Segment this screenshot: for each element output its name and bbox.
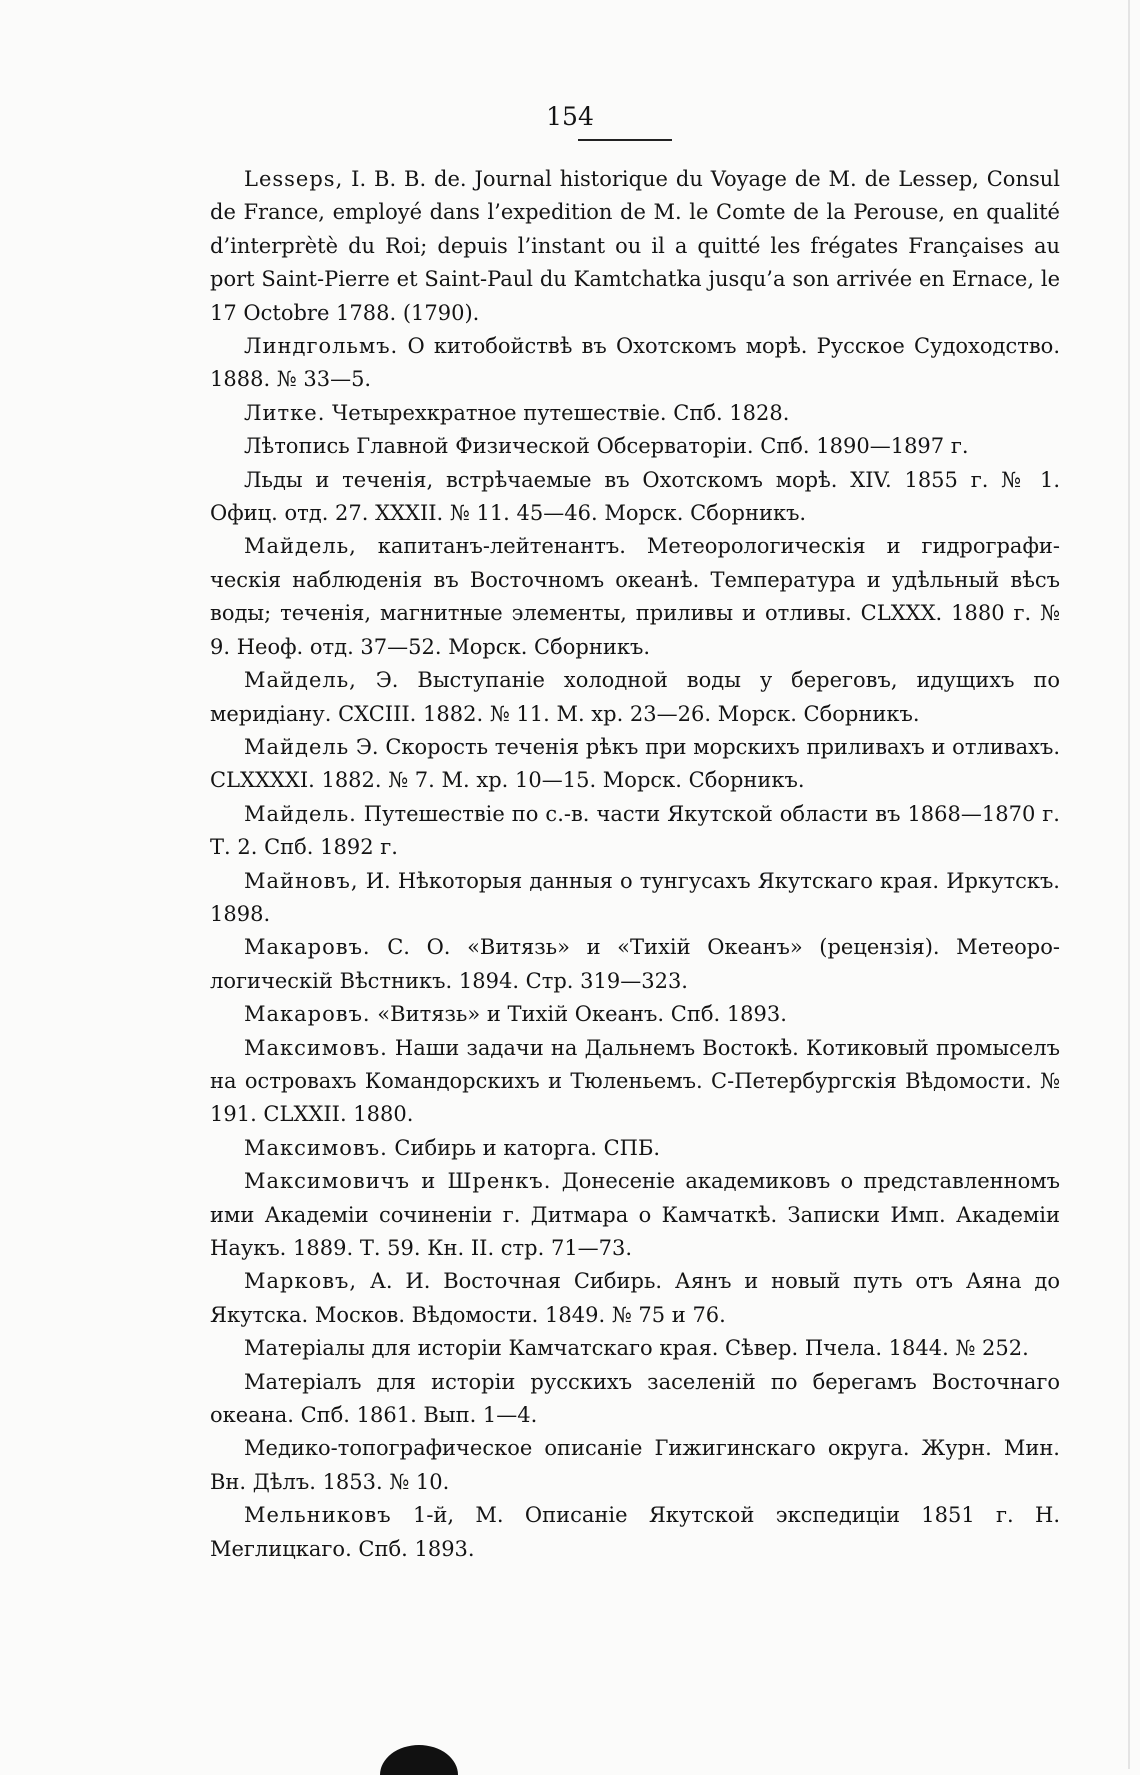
- entry-author: Майдель.: [244, 801, 357, 826]
- scan-edge-line: [1128, 0, 1130, 1769]
- bibliography-entry: [210, 464, 1060, 531]
- bibliography-entry: [210, 1366, 1060, 1433]
- bibliography-entry: [210, 998, 1060, 1031]
- bibliography-entry: [210, 865, 1060, 932]
- bibliography-entry: [210, 1332, 1060, 1365]
- bibliography-entry: [210, 530, 1060, 664]
- entry-text: Матеріалъ для исторіи русскихъ заселеній по берегамъ Восточнаго океана. Спб. 1861. Вып. 1—4.: [210, 1369, 1060, 1428]
- bibliography-entry: [210, 430, 1060, 463]
- bibliography-entry: [210, 330, 1060, 397]
- entry-author: Lesseps,: [244, 167, 344, 191]
- entry-text: А. И. Восточная Сибирь. Аянъ и новый путь отъ Аяна до Якутска. Москов. Вѣдомости. 1849. № 75 и 76.: [210, 1269, 1060, 1327]
- bibliography-entry: [210, 163, 1060, 330]
- entry-text: I. B. B. de. Journal historique du Voyage de M. de Lessep, Consul de France, employé dans l’expedition de M. le Comte de la Perouse, en qualité d’interprètè du Roi; depuis l’instant ou il a quitté les frégates Françaises au port Saint-Pierre et Saint-Paul du Kamtchatka jusqu’a son arrivée en Ernace, le 17 Octobre 1788. (1790).: [210, 167, 1060, 325]
- page-number-rule: [578, 139, 672, 141]
- entry-author: Майдель: [244, 734, 350, 759]
- entry-author: Макаровъ.: [244, 935, 371, 960]
- bibliography-entry: [210, 1432, 1060, 1499]
- entry-text: Матеріалы для исторіи Камчатскаго края. Сѣвер. Пчела. 1844. № 252.: [244, 1336, 1029, 1361]
- page-number: 154: [546, 102, 594, 131]
- bibliography-entry: [210, 1132, 1060, 1165]
- entry-text: Наши задачи на Дальнемъ Востокѣ. Котиковый промыселъ на островахъ Командорскихъ и Тюленьемъ. С-Петербургскія Вѣдомости. № 191. CLXXII. 1880.: [210, 1035, 1060, 1127]
- entry-text: «Витязь» и Тихій Океанъ. Спб. 1893.: [370, 1002, 787, 1027]
- entry-text: Четырехкратное путешествіе. Спб. 1828.: [325, 400, 790, 425]
- entry-author: Максимовъ.: [244, 1035, 388, 1060]
- bibliography-entry: [210, 931, 1060, 998]
- bibliography-entry: [210, 1265, 1060, 1332]
- entry-author: Максимовичъ и Шренкъ.: [244, 1169, 552, 1194]
- scan-bottom-mark: [380, 1745, 458, 1775]
- entry-text: Медико-топографическое описаніе Гижигинскаго округа. Журн. Мин. Вн. Дѣлъ. 1853. № 10.: [210, 1436, 1060, 1494]
- entry-author: Майновъ,: [244, 868, 359, 893]
- entry-text: Льды и теченія, встрѣчаемые въ Охотскомъ морѣ. XIV. 1855 г. № 1. Офиц. отд. 27. XXXII. № 11. 45—46. Морск. Сборникъ.: [210, 467, 1060, 526]
- entry-text: Донесеніе академиковъ о представленномъ ими Академіи сочиненіи г. Дитмара о Камчаткѣ. Записки Имп. Академіи Наукъ. 1889. Т. 59. Кн. II. стр. 71—73.: [210, 1169, 1060, 1260]
- entry-author: Майдель,: [244, 668, 357, 693]
- entry-author: Мельниковъ: [244, 1503, 392, 1528]
- bibliography-entry: [210, 731, 1060, 798]
- entry-author: Марковъ,: [244, 1269, 358, 1294]
- entry-text: Путешествіе по с.-в. части Якутской области въ 1868—1870 г. Т. 2. Спб. 1892 г.: [210, 801, 1060, 860]
- entry-text: Сибирь и каторга. СПБ.: [387, 1135, 661, 1160]
- bibliography-entry: [210, 1165, 1060, 1265]
- bibliography-entry: [210, 664, 1060, 731]
- entry-text: капитанъ-лейтенантъ. Метеорологическія и гидрографическія наблюденія въ Восточномъ океанѣ. Температура и удѣльный вѣсъ воды; теченія, магнитные элементы, приливы и отливы. CLXXX. 1880 г. № 9. Неоф. отд. 37—52. Морск. Сборникъ.: [210, 534, 1060, 659]
- entry-text: Э. Выступаніе холодной воды у береговъ, идущихъ по меридіану. CXCIII. 1882. № 11. М. хр. 23—26. Морск. Сборникъ.: [210, 668, 1060, 726]
- entry-author: Максимовъ.: [244, 1135, 388, 1160]
- entry-text: Э. Скорость теченія рѣкъ при морскихъ приливахъ и отливахъ. CLXXXXI. 1882. № 7. М. хр. 10—15. Морск. Сборникъ.: [210, 734, 1060, 793]
- entry-author: Линдгольмъ.: [244, 334, 399, 359]
- bibliography-entry: [210, 1032, 1060, 1132]
- entry-text: Лѣтопись Главной Физической Обсерваторіи. Спб. 1890—1897 г.: [244, 434, 969, 459]
- entry-author: Макаровъ.: [244, 1002, 371, 1027]
- bibliography-entry: [210, 798, 1060, 865]
- entry-text: О китобойствѣ въ Охотскомъ морѣ. Русское Судоходство. 1888. № 33—5.: [210, 334, 1060, 392]
- bibliography-entry: [210, 1499, 1060, 1566]
- entry-text: С. О. «Витязь» и «Тихій Океанъ» (рецензія). Метеорологическій Вѣстникъ. 1894. Стр. 319—323.: [210, 935, 1060, 993]
- bibliography-entry: [210, 397, 1060, 430]
- bibliography-list: [210, 163, 1060, 1566]
- entry-author: Майдель,: [244, 534, 357, 559]
- entry-text: 1-й, М. Описаніе Якутской экспедиціи 1851 г. Н. Меглицкаго. Спб. 1893.: [210, 1503, 1060, 1561]
- entry-author: Литке.: [244, 400, 326, 425]
- entry-text: И. Нѣкоторыя данныя о тунгусахъ Якутскаго края. Иркутскъ. 1898.: [210, 868, 1060, 926]
